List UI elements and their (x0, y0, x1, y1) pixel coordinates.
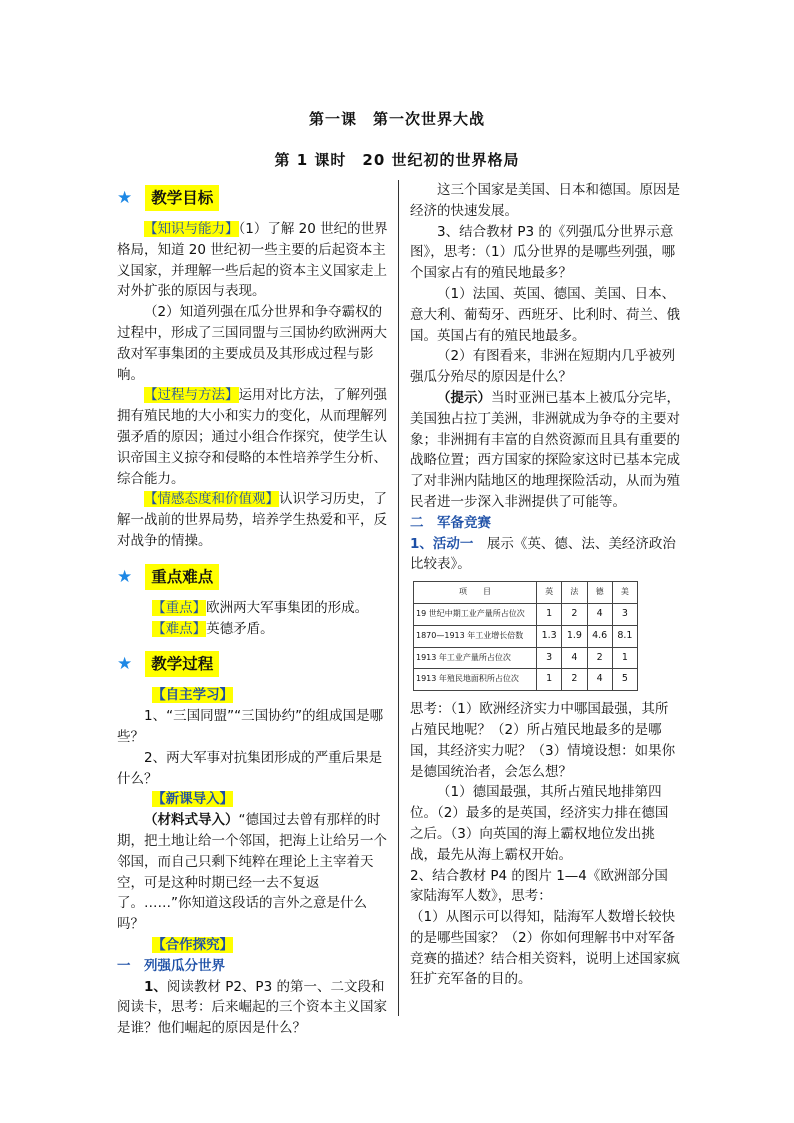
table-cell: 1870—1913 年工业增长倍数 (414, 625, 537, 647)
table-cell: 1 (612, 647, 637, 669)
part1-question-text: 阅读教材 P2、P3 的第一、二文段和阅读卡，思考：后来崛起的三个资本主义国家是谁？他们崛起的原因是什么？ (117, 978, 387, 1037)
table-header-cell: 美 (612, 582, 637, 604)
part1-question (117, 977, 389, 1039)
table-cell: 2 (562, 669, 587, 691)
focus-text: 欧洲两大军事集团的形成。 (206, 599, 369, 616)
self-study-heading (117, 685, 389, 706)
comparison-table (413, 581, 638, 691)
table-cell: 1913 年工业产量所占位次 (414, 647, 537, 669)
table-row (414, 625, 638, 647)
hint-paragraph (410, 388, 680, 513)
table-cell: 1.3 (537, 625, 562, 647)
table-row (414, 647, 638, 669)
part2-title: 二 军备竞赛 (410, 514, 491, 531)
material-text: “德国过去曾有那样的时期，把土地让给一个邻国，把海上让给另一个邻国，而自己只剩下纯粹在理论上主宰着天空，可是这种时期已经一去不复返了。……”你知道这段话的言外之意是什么吗？ (117, 812, 387, 933)
emotion-label: 【情感态度和价值观】 (144, 491, 279, 508)
lesson-title: 第一课 第一次世界大战 (308, 110, 485, 128)
difficulty-text: 英德矛盾。 (206, 620, 274, 637)
knowledge-label: 【知识与能力】 (144, 221, 239, 237)
intro-label: 【新课导入】 (152, 791, 234, 808)
table-cell: 4 (587, 669, 612, 691)
hint-text: 当时亚洲已基本上被瓜分完毕，美国独占拉丁美洲，非洲就成为争夺的主要对象；非洲拥有丰富的自然资源而且具有重要的战略位置；西方国家的探险家这时已基本完成了对非洲内陆地区的地理探险活动，从而为殖民者进一步深入非洲提供了可能等。 (410, 389, 680, 510)
keypoint-focus (117, 598, 389, 619)
think-questions: 思考：（1）欧洲经济实力中哪国最强，其所占殖民地呢？（2）所占殖民地最多的是哪国，其经济实力呢？（3）情境设想：如果你是德国统治者，会怎么想？ (410, 701, 676, 780)
table-header-cell: 德 (587, 582, 612, 604)
table-header-row (414, 582, 638, 604)
activity-line (410, 534, 680, 576)
table-cell: 8.1 (612, 625, 637, 647)
goal-method (117, 385, 389, 489)
table-cell: 1 (537, 603, 562, 625)
activity-label: 1、活动一 (410, 535, 474, 552)
part1-question-num: 1、 (144, 978, 167, 995)
table-cell: 19 世纪中期工业产量所占位次 (414, 603, 537, 625)
star-icon: ★ (117, 188, 133, 208)
period-title: 第 1 课时 20 世纪初的世界格局 (274, 151, 520, 169)
table-header-cell: 法 (562, 582, 587, 604)
section-keypoints-label: 重点难点 (145, 564, 219, 590)
table-cell: 3 (612, 603, 637, 625)
column-divider (398, 180, 399, 1016)
emotion-text: 认识学习历史，了解一战前的世界局势，培养学生热爱和平，反对战争的情操。 (117, 491, 387, 549)
focus-label: 【重点】 (152, 599, 207, 616)
table-cell: 1.9 (562, 625, 587, 647)
self-study-q1: 1、“三国同盟”“三国协约”的组成国是哪些？ (117, 708, 384, 745)
difficulty-label: 【难点】 (152, 620, 207, 637)
self-study-q2: 2、两大军事对抗集团形成的严重后果是什么？ (117, 749, 383, 787)
question-2: 2、结合教材 P4 的图片 1—4《欧洲部分国家陆海军人数》，思考： (410, 867, 668, 905)
coop-heading (117, 935, 389, 956)
table-cell: 1 (537, 669, 562, 691)
table-cell: 4.6 (587, 625, 612, 647)
table-cell: 5 (612, 669, 637, 691)
part3-question: 3、结合教材 P3 的《列强瓜分世界示意图》，思考：（1）瓜分世界的是哪些列强，哪个国家占有的殖民地最多？ (410, 223, 676, 282)
keypoint-difficulty (117, 619, 389, 640)
intro-material (117, 810, 389, 935)
table-header-cell: 英 (537, 582, 562, 604)
table-cell: 4 (562, 647, 587, 669)
hint-label: （提示） (437, 389, 491, 406)
table-header-cell: 项 目 (414, 582, 537, 604)
table-cell: 2 (587, 647, 612, 669)
star-icon: ★ (117, 654, 133, 675)
star-icon: ★ (117, 566, 133, 587)
goal-emotion (117, 489, 389, 551)
table-cell: 4 (587, 603, 612, 625)
material-label: （材料式导入） (144, 812, 239, 829)
question-2-sub: （1）从图示可以得知，陆海军人数增长较快的是哪些国家？（2）你如何理解书中对军备竞赛的描述？结合相关资料，说明上述国家疯狂扩充军备的目的。 (410, 909, 680, 988)
table-cell: 3 (537, 647, 562, 669)
table-row (414, 603, 638, 625)
section-goals (117, 185, 389, 211)
table-row (414, 669, 638, 691)
part1-answer: 这三个国家是美国、日本和德国。原因是经济的快速发展。 (410, 182, 680, 219)
left-column (117, 180, 389, 1039)
method-label: 【过程与方法】 (144, 387, 239, 404)
goal-knowledge-2: （2）知道列强在瓜分世界和争夺霸权的过程中，形成了三国同盟与三国协约欧洲两大敌对军事集团的主要成员及其形成过程与影响。 (117, 304, 387, 383)
method-text: 运用对比方法，了解列强拥有殖民地的大小和实力的变化，从而理解列强矛盾的原因；通过小组合作探究，使学生认识帝国主义掠夺和侵略的本性培养学生分析、综合能力。 (117, 387, 387, 487)
section-process (117, 651, 389, 677)
think-answers: （1）德国最强，其所占殖民地排第四位。（2）最多的是英国，经济实力排在德国之后。（3）向英国的海上霸权地位发出挑战，最先从海上霸权开始。 (410, 784, 669, 863)
part3-answer2: （2）有图看来，非洲在短期内几乎被列强瓜分殆尽的原因是什么？ (410, 348, 676, 386)
intro-heading (117, 789, 389, 810)
section-goals-label: 教学目标 (145, 185, 219, 211)
section-keypoints (117, 564, 389, 590)
goal-knowledge (117, 219, 389, 302)
part1-title: 一 列强瓜分世界 (117, 957, 225, 974)
part3-answer1: （1）法国、英国、德国、美国、日本、意大利、葡萄牙、西班牙、比利时、荷兰、俄国。英国占有的殖民地最多。 (410, 285, 680, 344)
activity-text: 展示《英、德、法、美经济政治比较表》。 (410, 535, 676, 573)
right-column (410, 180, 680, 990)
knowledge-text: （1）了解 20 世纪的世界格局，知道 20 世纪初一些主要的后起资本主义国家，并理解一些后起的资本主义国家走上对外扩张的原因与表现。 (117, 221, 388, 300)
table-cell: 2 (562, 603, 587, 625)
section-process-label: 教学过程 (145, 651, 219, 677)
self-study-label: 【自主学习】 (152, 687, 234, 704)
coop-label: 【合作探究】 (152, 936, 234, 953)
table-cell: 1913 年殖民地面积所占位次 (414, 669, 537, 691)
